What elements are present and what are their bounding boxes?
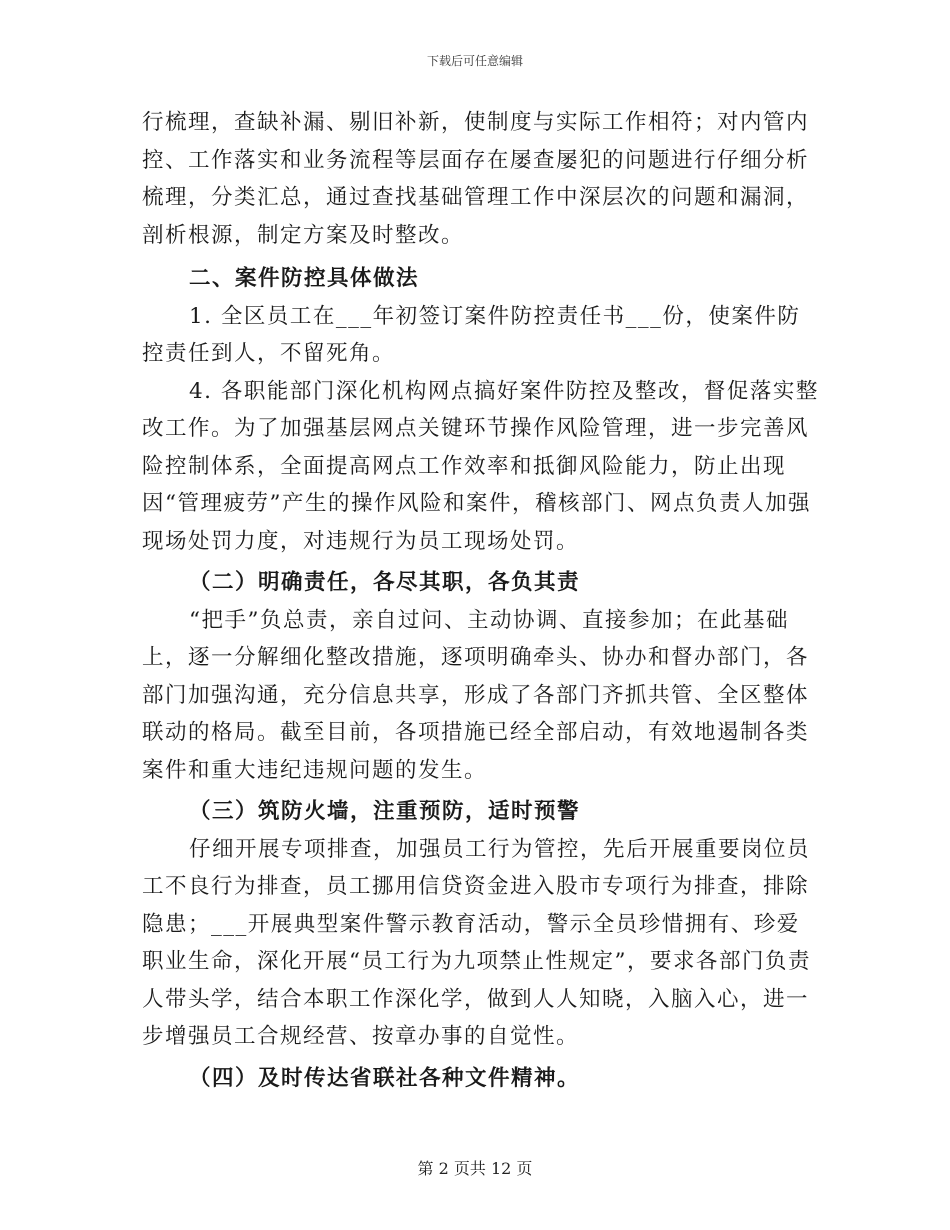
page-number: 第 2 页共 12 页	[417, 1159, 533, 1178]
subheading-documents: （四）及时传达省联社各种文件精神。	[189, 1065, 581, 1091]
paragraph-continuation: 行梳理，查缺补漏、剔旧补新，使制度与实际工作相符；对内管内控、工作落实和业务流程等层面存在屡查屡犯的问题进行仔细分析梳理，分类汇总，通过查找基础管理工作中深层次的问题和漏洞，剖析根源，制定方案及时整改。	[142, 110, 810, 248]
subheading-responsibility: （二）明确责任，各尽其职，各负其责	[189, 570, 581, 595]
paragraph-item-4: 4. 各职能部门深化机构网点搞好案件防控及整改，督促落实整改工作。为了加强基层网点关键环节操作风险管理，进一步完善风险控制体系，全面提高网点工作效率和抵御风险能力，防止出现因“管理疲劳”产生的操作风险和案件，稽核部门、网点负责人加强现场处罚力度，对违规行为员工现场处罚。	[142, 378, 819, 554]
paragraph-responsibility: “把手”负总责，亲自过问、主动协调、直接参加；在此基础上，逐一分解细化整改措施，逐项明确牵头、协办和督办部门，各部门加强沟通，充分信息共享，形成了各部门齐抓共管、全区整体联动的格局。截至目前，各项措施已经全部启动，有效地遏制各类案件和重大违纪违规问题的发生。	[142, 607, 810, 783]
section-heading-case-prevention: 二、案件防控具体做法	[189, 266, 420, 291]
paragraph-item-1: 1. 全区员工在___年初签订案件防控责任书___份，使案件防控责任到人，不留死角。	[142, 303, 801, 366]
document-body	[142, 104, 822, 1097]
page-header-note: 下载后可任意编辑	[426, 54, 523, 68]
subheading-firewall: （三）筑防火墙，注重预防，适时预警	[189, 799, 581, 824]
paragraph-firewall: 仔细开展专项排查，加强员工行为管控，先后开展重要岗位员工不良行为排查，员工挪用信贷资金进入股市专项行为排查，排除隐患；___开展典型案件警示教育活动，警示全员珍惜拥有、珍爱职业生命，深化开展“员工行为九项禁止性规定”，要求各部门负责人带头学，结合本职工作深化学，做到人人知晓，入脑入心，进一步增强员工合规经营、按章办事的自觉性。	[142, 836, 811, 1049]
